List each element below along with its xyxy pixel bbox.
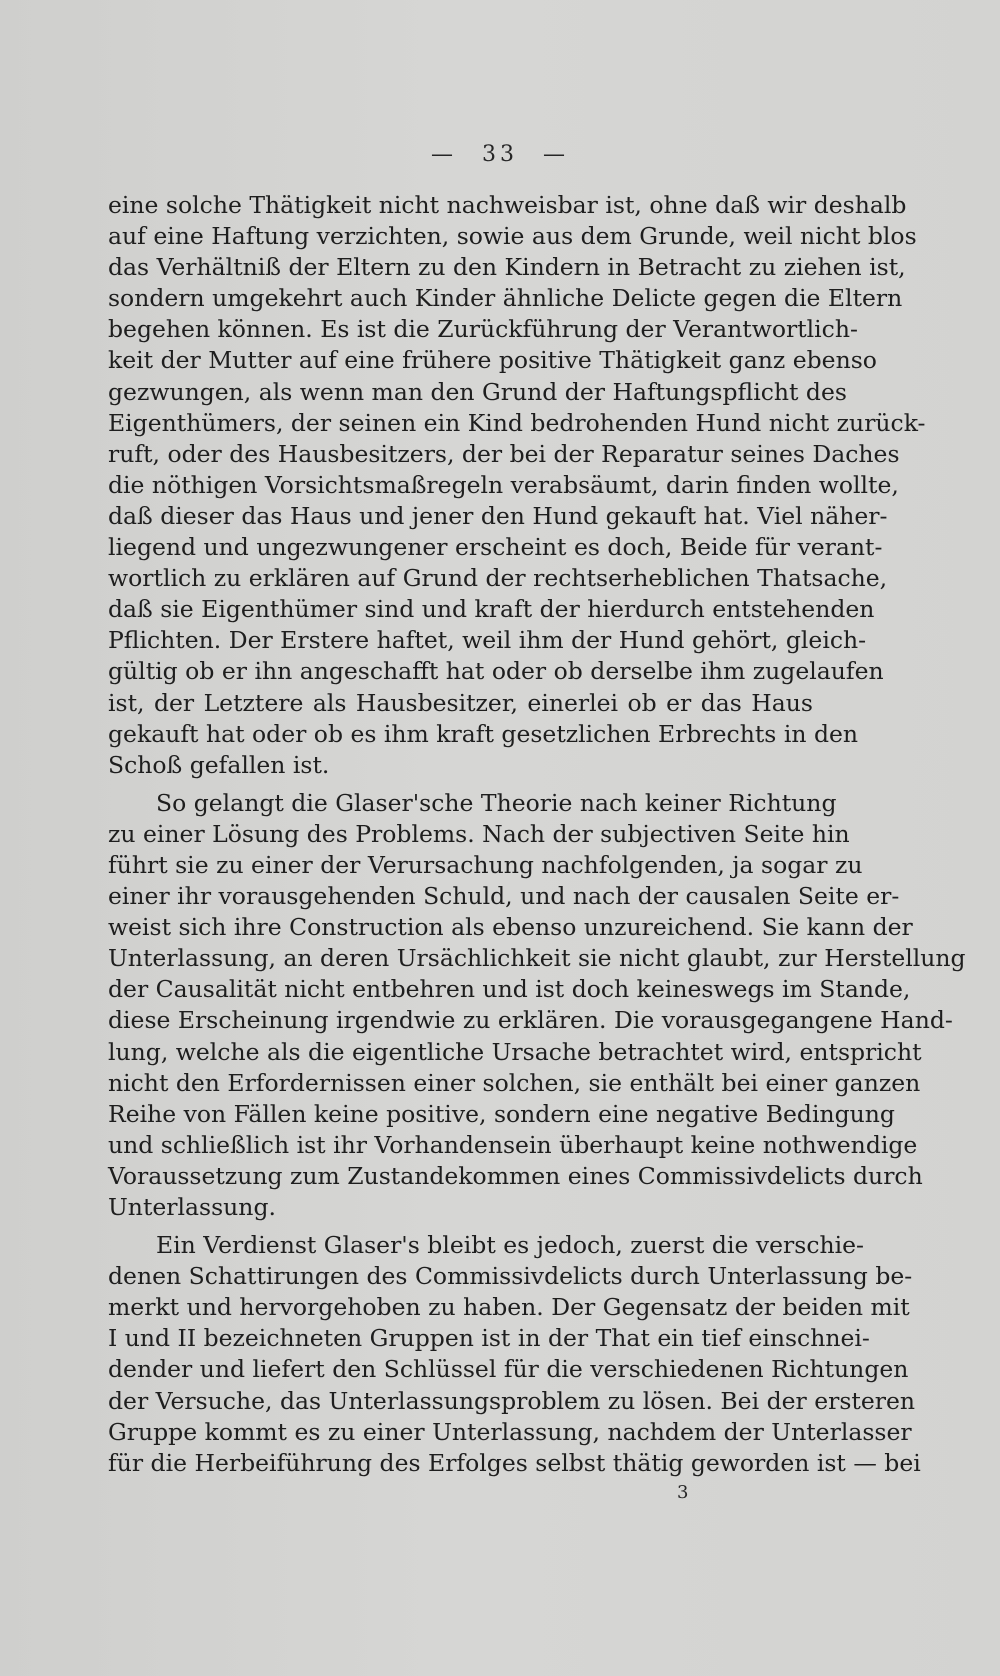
text-line: Unterlassung, an deren Ursächlichkeit sie nicht glaubt, zur Herstellung [108,944,966,973]
header-dash-right: — [543,142,569,167]
text-line: begehen können. Es ist die Zurückführung der Verantwortlich- [108,315,858,344]
text-line: nicht den Erfordernissen einer solchen, sie enthält bei einer ganzen [108,1068,921,1097]
body-text [108,190,966,1479]
signature-mark: 3 [677,1482,689,1503]
text-line: die nöthigen Vorsichtsmaßregeln verabsäumt, darin finden wollte, [108,470,899,499]
text-line: einer ihr vorausgehenden Schuld, und nach der causalen Seite er- [108,882,900,911]
text-line: eine solche Thätigkeit nicht nachweisbar ist, ohne daß wir deshalb [108,191,907,219]
text-line: gültig ob er ihn angeschafft hat oder ob derselbe ihm zugelaufen [108,657,884,686]
text-line: Unterlassung. [108,1193,276,1221]
text-line: Schoß gefallen ist. [108,750,330,779]
text-line: I und II bezeichneten Gruppen ist in der That ein tief einschnei- [108,1324,870,1353]
text-line: sondern umgekehrt auch Kinder ähnliche Delicte gegen die Eltern [108,284,903,313]
text-line: ist, der Letztere als Hausbesitzer, einerlei ob er das Haus [108,688,813,717]
text-line: dender und liefert den Schlüssel für die verschiedenen Richtungen [108,1355,909,1384]
text-line: Eigenthümers, der seinen ein Kind bedrohenden Hund nicht zurück- [108,408,926,437]
paragraph [108,788,966,1223]
text-line: Voraussetzung zum Zustandekommen eines Commissivdelicts durch [108,1161,923,1190]
text-line: der Versuche, das Unterlassungsproblem zu lösen. Bei der ersteren [108,1386,916,1415]
text-line: weist sich ihre Construction als ebenso unzureichend. Sie kann der [108,913,913,942]
text-line: gekauft hat oder ob es ihm kraft gesetzlichen Erbrechts in den [108,719,859,748]
text-line: das Verhältniß der Eltern zu den Kindern in Betracht zu ziehen ist, [108,253,906,282]
text-line: ruft, oder des Hausbesitzers, der bei der Reparatur seines Daches [108,439,900,468]
text-line: liegend und ungezwungener erscheint es doch, Beide für verant- [108,533,883,562]
text-line: wortlich zu erklären auf Grund der rechtserheblichen Thatsache, [108,564,888,593]
text-line: der Causalität nicht entbehren und ist doch keineswegs im Stande, [108,975,911,1004]
text-line: Gruppe kommt es zu einer Unterlassung, nachdem der Unterlasser [108,1417,912,1446]
page-number: 33 [482,142,518,167]
text-line: daß dieser das Haus und jener den Hund gekauft hat. Viel näher- [108,501,888,530]
text-line: und schließlich ist ihr Vorhandensein überhaupt keine nothwendige [108,1130,918,1159]
text-line: keit der Mutter auf eine frühere positive Thätigkeit ganz ebenso [108,346,877,375]
text-line: für die Herbeiführung des Erfolges selbst thätig geworden ist — bei [108,1448,921,1477]
paragraph [108,190,926,781]
text-line: gezwungen, als wenn man den Grund der Haftungspflicht des [108,377,847,406]
text-line: auf eine Haftung verzichten, sowie aus dem Grunde, weil nicht blos [108,222,917,251]
text-line: daß sie Eigenthümer sind und kraft der hierdurch entstehenden [108,595,875,624]
text-line: diese Erscheinung irgendwie zu erklären. Die vorausgegangene Hand- [108,1006,953,1035]
text-line: führt sie zu einer der Verursachung nachfolgenden, ja sogar zu [108,850,863,879]
page-header [0,142,1000,167]
header-dash-left: — [431,142,457,167]
text-line: Reihe von Fällen keine positive, sondern eine negative Bedingung [108,1099,895,1128]
text-line: denen Schattirungen des Commissivdelicts durch Unterlassung be- [108,1262,913,1291]
text-line: zu einer Lösung des Problems. Nach der subjectiven Seite hin [108,819,850,848]
text-line: merkt und hervorgehoben zu haben. Der Gegensatz der beiden mit [108,1293,910,1322]
text-line: So gelangt die Glaser'sche Theorie nach keiner Richtung [156,788,837,817]
text-line: Ein Verdienst Glaser's bleibt es jedoch, zuerst die verschie- [156,1231,864,1260]
paragraph [108,1230,921,1479]
text-line: Pflichten. Der Erstere haftet, weil ihm der Hund gehört, gleich- [108,626,867,655]
text-line: lung, welche als die eigentliche Ursache betrachtet wird, entspricht [108,1037,922,1066]
